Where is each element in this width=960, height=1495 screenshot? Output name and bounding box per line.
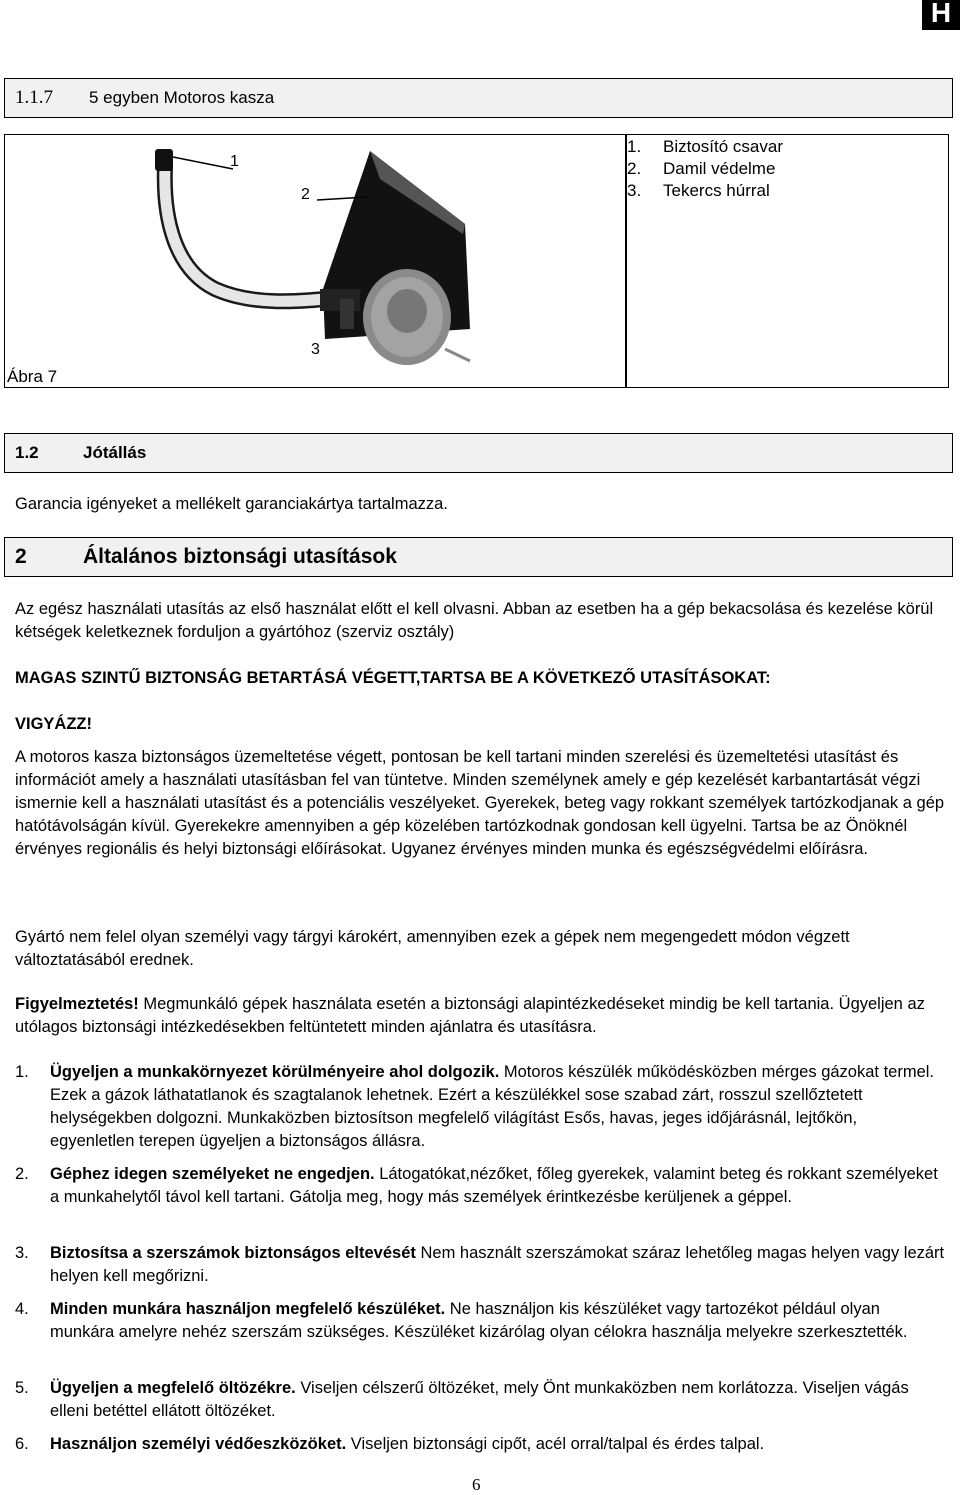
safety-heading: MAGAS SZINTŰ BIZTONSÁG BETARTÁSÁ VÉGETT,TARTSA BE A KÖVETKEZŐ UTASÍTÁSOKAT:: [15, 669, 771, 687]
list-number: 2.: [15, 1165, 29, 1183]
warranty-section-header: [4, 433, 953, 473]
warning-text: Megmunkáló gépek használata esetén a biztonsági alapintézkedéseket mindig be kell tartania. Ügyeljen az utólagos biztonsági intézkedésekben feltüntetett minden ajánlatra és utasításra.: [15, 995, 925, 1036]
list-number: 6.: [15, 1435, 29, 1453]
section-title: 5 egyben Motoros kasza: [89, 88, 275, 107]
warning-paragraph: [15, 993, 945, 1039]
warranty-text: Garancia igényeket a mellékelt garanciakártya tartalmazza.: [15, 495, 448, 513]
section-title: Általános biztonsági utasítások: [83, 545, 397, 568]
figure-section-header: [4, 78, 953, 118]
warning-label: Figyelmeztetés!: [15, 995, 139, 1013]
legend-item: 3. Tekercs húrral: [627, 181, 770, 200]
callout-2: 2: [301, 186, 310, 203]
list-number: 3.: [15, 1244, 29, 1262]
safety-intro: Az egész használati utasítás az első használat előtt el kell olvasni. Abban az esetben ha a gép bekacsolása és kezelése körül kétségek keletkeznek forduljon a gyártóhoz (szerviz osztály): [15, 600, 934, 641]
section-number: 1.2: [15, 443, 39, 462]
legend-item: 2. Damil védelme: [627, 159, 776, 178]
safety-section-header: [4, 537, 953, 577]
section-number: 1.1.7: [15, 87, 53, 108]
attention-label: VIGYÁZZ!: [15, 715, 92, 733]
figure-caption: Ábra 7: [7, 367, 58, 386]
language-badge: H: [922, 0, 960, 30]
figure-table: [4, 134, 949, 388]
section-number: 2: [15, 545, 27, 568]
callout-3: 3: [311, 341, 320, 358]
safety-paragraph-2: Gyártó nem felel olyan személyi vagy tárgyi károkért, amennyiben ezek a gépek nem megengedett módon végzett változtatásából erednek.: [15, 928, 850, 969]
figure-legend: [627, 135, 927, 235]
list-number: 4.: [15, 1300, 29, 1318]
page-number: 6: [472, 1475, 481, 1494]
safety-paragraph-1: A motoros kasza biztonságos üzemeltetése végett, pontosan be kell tartani minden szerelési és üzemeltetési utasítást és információt amely a használati utasításban fel van tüntetve. Minden személynek amely e gép kezelését karbantartását végzi ismernie kell a használati utasítást és a potenciális veszélyeket. Gyerekek, beteg vagy rokkant személyek tartózkodjanak a gép hatótávolságán kívül. Gyerekekre amennyiben a gép közelében tartózkodnak gondosan kell ügyelni. Tartsa be az Önöknél érvényes regionális és helyi biztonsági előírásokat. Ugyanez érvényes minden munka és egészségvédelmi előírásra.: [15, 748, 945, 858]
list-number: 1.: [15, 1063, 29, 1081]
list-number: 5.: [15, 1379, 29, 1397]
callout-1: 1: [230, 153, 239, 170]
legend-item: 1. Biztosító csavar: [627, 137, 783, 156]
section-title: Jótállás: [83, 443, 147, 462]
